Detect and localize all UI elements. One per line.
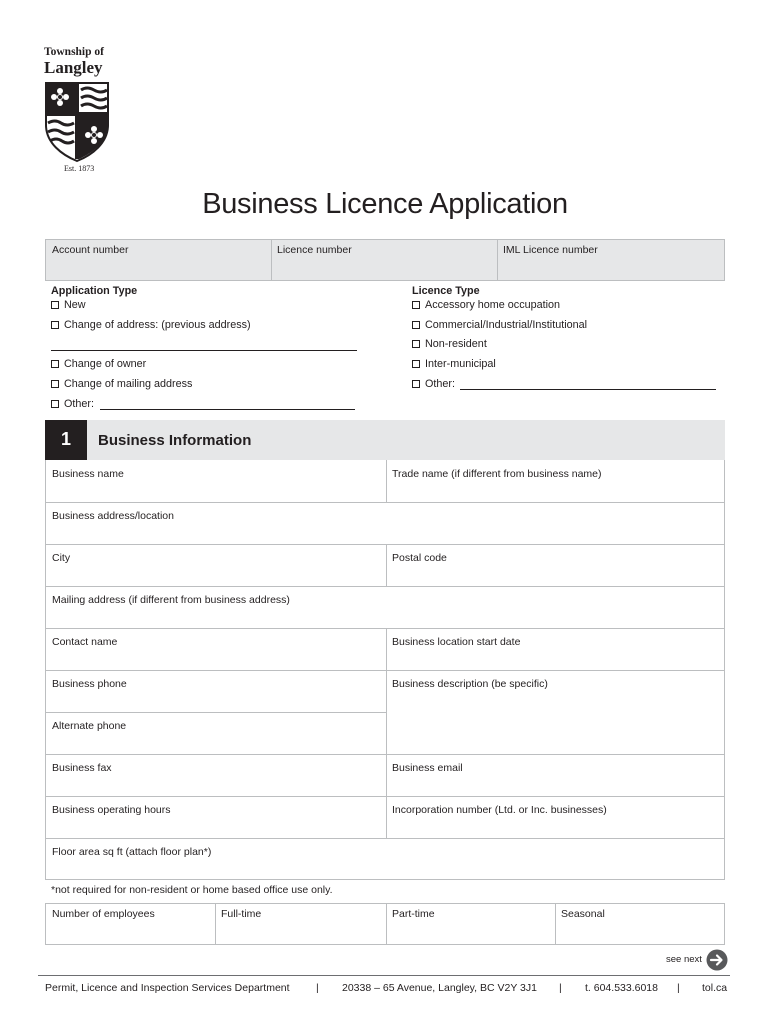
option-label: Other: xyxy=(64,398,95,410)
licence-number-label: Licence number xyxy=(277,244,352,256)
app-type-new-option[interactable] xyxy=(51,299,86,311)
number-of-employees-label: Number of employees xyxy=(52,908,155,920)
city-label: City xyxy=(52,552,71,564)
lic-type-non-resident-option[interactable] xyxy=(412,338,487,350)
footer-department: Permit, Licence and Inspection Services Department xyxy=(45,982,290,994)
see-next-link[interactable] xyxy=(660,948,732,972)
footer xyxy=(0,982,770,998)
business-fax-field[interactable] xyxy=(46,754,386,796)
section-number-box xyxy=(45,420,87,460)
option-label: Change of owner xyxy=(64,358,147,370)
checkbox-icon xyxy=(412,321,420,329)
incorporation-number-label: Incorporation number (Ltd. or Inc. businesses) xyxy=(392,804,607,816)
floor-area-field[interactable] xyxy=(46,838,724,879)
account-number-field[interactable] xyxy=(46,240,271,280)
licence-type-heading: Licence Type xyxy=(412,285,480,297)
part-time-label: Part-time xyxy=(392,908,435,920)
app-type-other-line[interactable] xyxy=(100,409,355,410)
full-time-field[interactable] xyxy=(215,904,386,944)
footer-separator: | xyxy=(559,982,562,994)
postal-code-label: Postal code xyxy=(392,552,447,564)
number-of-employees-cell xyxy=(46,904,215,944)
footer-phone: t. 604.533.6018 xyxy=(585,982,658,994)
section-title: Business Information xyxy=(98,432,252,449)
employees-row xyxy=(45,903,725,945)
checkbox-icon xyxy=(412,380,420,388)
checkbox-icon xyxy=(51,301,59,309)
footer-separator: | xyxy=(316,982,319,994)
business-fax-label: Business fax xyxy=(52,762,112,774)
lic-type-other-line[interactable] xyxy=(460,389,716,390)
business-email-field[interactable] xyxy=(386,754,724,796)
licence-number-field[interactable] xyxy=(271,240,497,280)
postal-code-field[interactable] xyxy=(386,544,724,586)
lic-type-commercial-option[interactable] xyxy=(412,319,587,331)
business-name-field[interactable] xyxy=(46,460,386,502)
logo-established: Est. 1873 xyxy=(64,164,95,173)
full-time-label: Full-time xyxy=(221,908,262,920)
township-crest-icon xyxy=(44,81,110,163)
township-logo xyxy=(30,46,126,176)
incorporation-number-field[interactable] xyxy=(386,796,724,838)
alternate-phone-label: Alternate phone xyxy=(52,720,127,732)
alternate-phone-field[interactable] xyxy=(46,712,386,754)
footer-rule xyxy=(38,975,730,976)
part-time-field[interactable] xyxy=(386,904,555,944)
application-type-heading: Application Type xyxy=(51,285,138,297)
business-name-label: Business name xyxy=(52,468,124,480)
business-description-label: Business description (be specific) xyxy=(392,678,548,690)
seasonal-label: Seasonal xyxy=(561,908,605,920)
option-label: Non-resident xyxy=(425,338,487,350)
trade-name-field[interactable] xyxy=(386,460,724,502)
app-type-other-option[interactable] xyxy=(51,398,94,410)
business-address-label: Business address/location xyxy=(52,510,174,522)
form-title: Business Licence Application xyxy=(202,188,568,220)
logo-name-line2: Langley xyxy=(44,58,103,77)
section-1-header xyxy=(45,420,725,460)
trade-name-label: Trade name (if different from business name) xyxy=(392,468,602,480)
option-label: Inter-municipal xyxy=(425,358,496,370)
option-label: Change of mailing address xyxy=(64,378,193,390)
business-info-grid xyxy=(45,460,725,880)
operating-hours-field[interactable] xyxy=(46,796,386,838)
app-type-change-address-option[interactable] xyxy=(51,319,251,331)
business-phone-field[interactable] xyxy=(46,670,386,712)
floor-area-label: Floor area sq ft (attach floor plan*) xyxy=(52,846,212,858)
checkbox-icon xyxy=(412,360,420,368)
checkbox-icon xyxy=(51,321,59,329)
checkbox-icon xyxy=(51,380,59,388)
business-phone-label: Business phone xyxy=(52,678,127,690)
option-label: Accessory home occupation xyxy=(425,299,561,311)
previous-address-line[interactable] xyxy=(51,350,357,351)
start-date-field[interactable] xyxy=(386,628,724,670)
checkbox-icon xyxy=(51,400,59,408)
business-address-field[interactable] xyxy=(46,502,724,544)
checkbox-icon xyxy=(412,301,420,309)
operating-hours-label: Business operating hours xyxy=(52,804,171,816)
start-date-label: Business location start date xyxy=(392,636,521,648)
account-number-label: Account number xyxy=(52,244,129,256)
option-label: Commercial/Industrial/Institutional xyxy=(425,319,588,331)
app-type-change-owner-option[interactable] xyxy=(51,358,146,370)
business-description-field[interactable] xyxy=(386,670,724,754)
checkbox-icon xyxy=(412,340,420,348)
arrow-right-circle-icon xyxy=(706,949,728,971)
iml-licence-number-label: IML Licence number xyxy=(503,244,598,256)
mailing-address-label: Mailing address (if different from business address) xyxy=(52,594,290,606)
app-type-change-mailing-option[interactable] xyxy=(51,378,192,390)
seasonal-field[interactable] xyxy=(555,904,724,944)
lic-type-inter-municipal-option[interactable] xyxy=(412,358,496,370)
footer-website[interactable]: tol.ca xyxy=(702,982,728,994)
city-field[interactable] xyxy=(46,544,386,586)
floor-area-note: *not required for non-resident or home based office use only. xyxy=(51,884,333,896)
footer-address: 20338 – 65 Avenue, Langley, BC V2Y 3J1 xyxy=(342,982,537,994)
contact-name-field[interactable] xyxy=(46,628,386,670)
iml-licence-number-field[interactable] xyxy=(497,240,724,280)
mailing-address-field[interactable] xyxy=(46,586,724,628)
see-next-label: see next xyxy=(666,954,702,965)
logo-name-line1: Township of xyxy=(44,46,104,58)
lic-type-other-option[interactable] xyxy=(412,378,455,390)
option-label: Change of address: (previous address) xyxy=(64,319,251,331)
contact-name-label: Contact name xyxy=(52,636,118,648)
business-email-label: Business email xyxy=(392,762,463,774)
option-label: Other: xyxy=(425,378,456,390)
lic-type-accessory-option[interactable] xyxy=(412,299,560,311)
footer-separator: | xyxy=(677,982,680,994)
top-fields-row xyxy=(45,239,725,281)
section-number: 1 xyxy=(60,429,71,449)
checkbox-icon xyxy=(51,360,59,368)
option-label: New xyxy=(64,299,86,311)
